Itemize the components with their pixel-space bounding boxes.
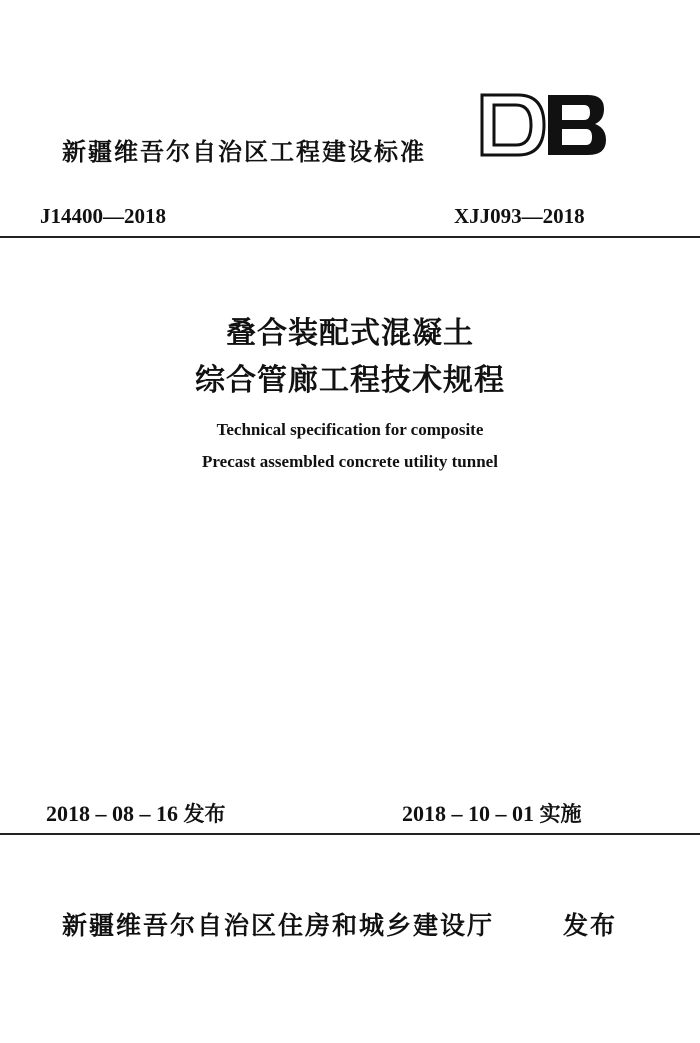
title-zh-line2: 综合管廊工程技术规程 <box>195 363 505 398</box>
db-logo-letter-d <box>482 95 544 155</box>
effective-date: 2018 – 10 – 01 <box>402 801 534 826</box>
effective-label: 实施 <box>539 802 582 826</box>
title-zh-line1: 叠合装配式混凝土 <box>226 316 474 351</box>
db-logo <box>478 92 608 158</box>
record-number: J14400—2018 <box>40 204 166 228</box>
issue-date: 2018 – 08 – 16 <box>46 801 178 826</box>
title-en-line1: Technical specification for composite <box>216 420 484 439</box>
series-title: 新疆维吾尔自治区工程建设标准 <box>62 138 426 166</box>
issue-label: 发布 <box>183 802 226 826</box>
effective-date-block <box>402 798 582 828</box>
top-rule <box>0 236 700 238</box>
publisher-action: 发布 <box>563 911 618 940</box>
standard-number: XJJ093—2018 <box>454 204 585 228</box>
bottom-rule <box>0 833 700 835</box>
title-en-line2: Precast assembled concrete utility tunnel <box>202 452 498 471</box>
issue-date-block <box>46 798 226 828</box>
db-logo-letter-b <box>548 95 606 155</box>
publisher: 新疆维吾尔自治区住房和城乡建设厅 <box>62 911 495 940</box>
